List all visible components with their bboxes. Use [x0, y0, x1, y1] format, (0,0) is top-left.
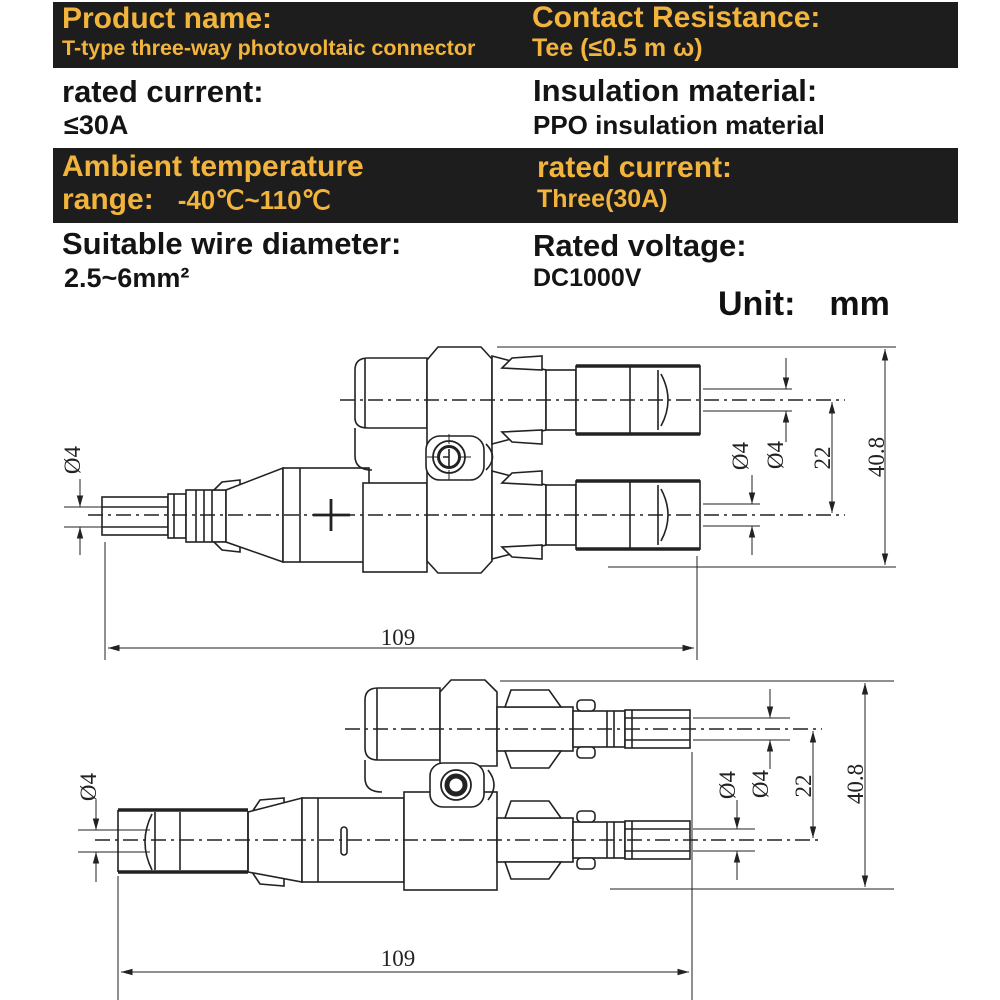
d1-height-label: 40.8 [864, 436, 889, 478]
insulation-value: PPO insulation material [533, 110, 825, 140]
d1-port-spacing-label: 22 [810, 446, 835, 470]
contact-resistance-title: Contact Resistance: [532, 1, 821, 34]
d1-length-label: 109 [380, 625, 416, 650]
insulation-title: Insulation material: [533, 73, 818, 108]
rated-voltage-title: Rated voltage: [533, 228, 747, 263]
rated-current-value: ≤30A [64, 110, 129, 140]
rated-current-title: rated current: [62, 74, 264, 109]
unit-value: mm [829, 285, 890, 323]
ambient-range-label: range: [62, 183, 154, 216]
unit-word: Unit: [718, 285, 796, 323]
d1-body-shapes [102, 347, 700, 573]
rated-current2-title: rated current: [537, 151, 733, 184]
connector-drawing-2 [76, 680, 894, 1000]
product-name-value: T-type three-way photovoltaic connector [62, 36, 476, 60]
d1-pin-diameter-label: Ø4 [60, 445, 85, 475]
d2-socket-dia-label: Ø4 [76, 772, 101, 802]
rated-voltage-value: DC1000V [533, 264, 642, 292]
d2-upper-pin-dia-label: Ø4 [748, 769, 773, 799]
wire-diameter-title: Suitable wire diameter: [62, 226, 402, 261]
contact-resistance-value: Tee (≤0.5 m ω) [532, 34, 703, 62]
d1-lower-port-dia-label: Ø4 [728, 441, 753, 471]
wire-diameter-value: 2.5~6mm² [64, 263, 190, 293]
ambient-range-value: -40℃~110℃ [177, 185, 331, 215]
ambient-title: Ambient temperature [62, 150, 364, 183]
connector-drawing-1 [60, 347, 896, 660]
d2-height-label: 40.8 [843, 763, 868, 805]
product-name-title: Product name: [62, 2, 273, 35]
d2-body-shapes [118, 680, 690, 890]
d2-lower-pin-dia-label: Ø4 [715, 770, 740, 800]
d2-pin-spacing-label: 22 [791, 774, 816, 798]
d2-length-label: 109 [380, 946, 416, 971]
rated-current2-value: Three(30A) [537, 185, 668, 213]
d1-upper-port-dia-label: Ø4 [763, 440, 788, 470]
